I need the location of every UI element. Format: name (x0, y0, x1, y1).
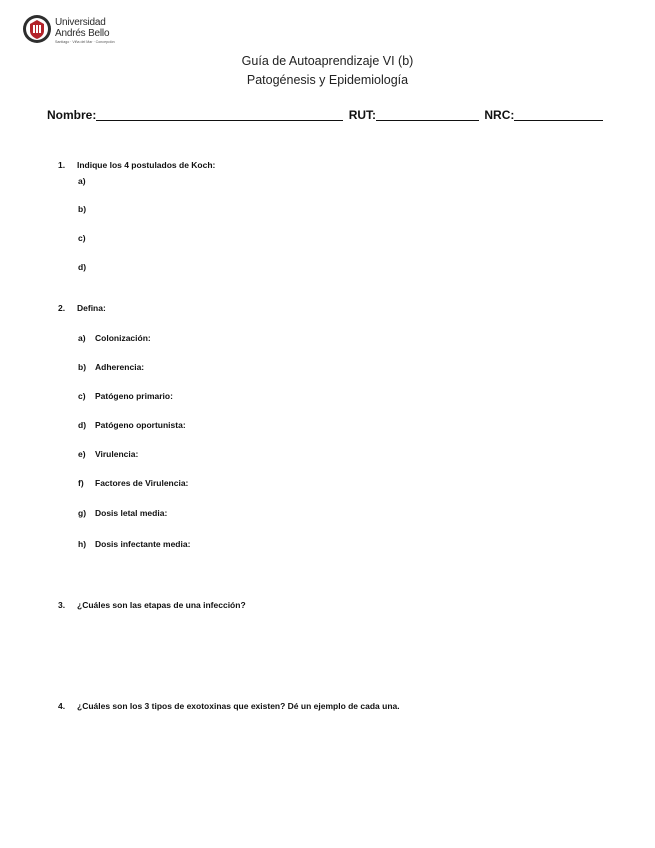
question-2-text: Defina: (77, 303, 106, 313)
nrc-label: NRC: (484, 108, 515, 122)
question-4-number: 4. (58, 701, 66, 711)
logo-line-2: Andrés Bello (55, 28, 110, 39)
university-seal-icon (22, 14, 52, 44)
rut-field[interactable] (376, 109, 479, 121)
nrc-field[interactable] (514, 109, 603, 121)
question-1 (58, 160, 215, 170)
nombre-field[interactable] (96, 109, 343, 121)
question-1-option-d: d) (78, 262, 87, 272)
question-3 (58, 600, 246, 610)
definition-item (78, 539, 190, 549)
question-1-option-b: b) (78, 204, 87, 214)
definition-letter: d) (78, 420, 87, 430)
definition-term: Adherencia: (95, 362, 145, 372)
definition-term: Patógeno oportunista: (95, 420, 186, 430)
definition-term: Dosis infectante media: (95, 539, 191, 549)
question-4-text: ¿Cuáles son los 3 tipos de exotoxinas que existen? Dé un ejemplo de cada una. (77, 701, 400, 711)
definition-item (78, 391, 173, 401)
definition-letter: g) (78, 508, 87, 518)
definition-item (78, 478, 188, 488)
definition-item (78, 508, 167, 518)
logo-line-3: Santiago · Viña del Mar · Concepción (55, 40, 115, 44)
definition-letter: b) (78, 362, 87, 372)
question-3-text: ¿Cuáles son las etapas de una infección? (77, 600, 246, 610)
question-4 (58, 701, 400, 711)
definition-letter: a) (78, 333, 86, 343)
definition-item (78, 420, 186, 430)
question-1-option-c: c) (78, 233, 86, 243)
definition-term: Patógeno primario: (95, 391, 173, 401)
question-1-option-a: a) (78, 176, 86, 186)
university-logo (22, 14, 122, 50)
nombre-label: Nombre: (47, 108, 97, 122)
definition-term: Factores de Virulencia: (95, 478, 189, 488)
question-2-number: 2. (58, 303, 66, 313)
definition-item (78, 333, 151, 343)
document-subtitle: Patogénesis y Epidemiología (246, 73, 409, 87)
definition-letter: c) (78, 391, 86, 401)
rut-label: RUT: (348, 108, 377, 122)
student-info-line (47, 108, 603, 122)
logo-line-1: Universidad (55, 17, 106, 28)
definition-term: Colonización: (95, 333, 151, 343)
question-3-number: 3. (58, 600, 66, 610)
definition-item (78, 449, 138, 459)
question-1-number: 1. (58, 160, 66, 170)
definition-letter: f) (78, 478, 84, 488)
document-title: Guía de Autoaprendizaje VI (b) (241, 54, 414, 68)
definition-item (78, 362, 144, 372)
definition-letter: h) (78, 539, 87, 549)
definition-term: Virulencia: (95, 449, 139, 459)
definition-term: Dosis letal media: (95, 508, 168, 518)
logo-wordmark (55, 18, 115, 45)
question-1-text: Indique los 4 postulados de Koch: (77, 160, 216, 170)
definition-letter: e) (78, 449, 86, 459)
question-2 (58, 303, 106, 313)
